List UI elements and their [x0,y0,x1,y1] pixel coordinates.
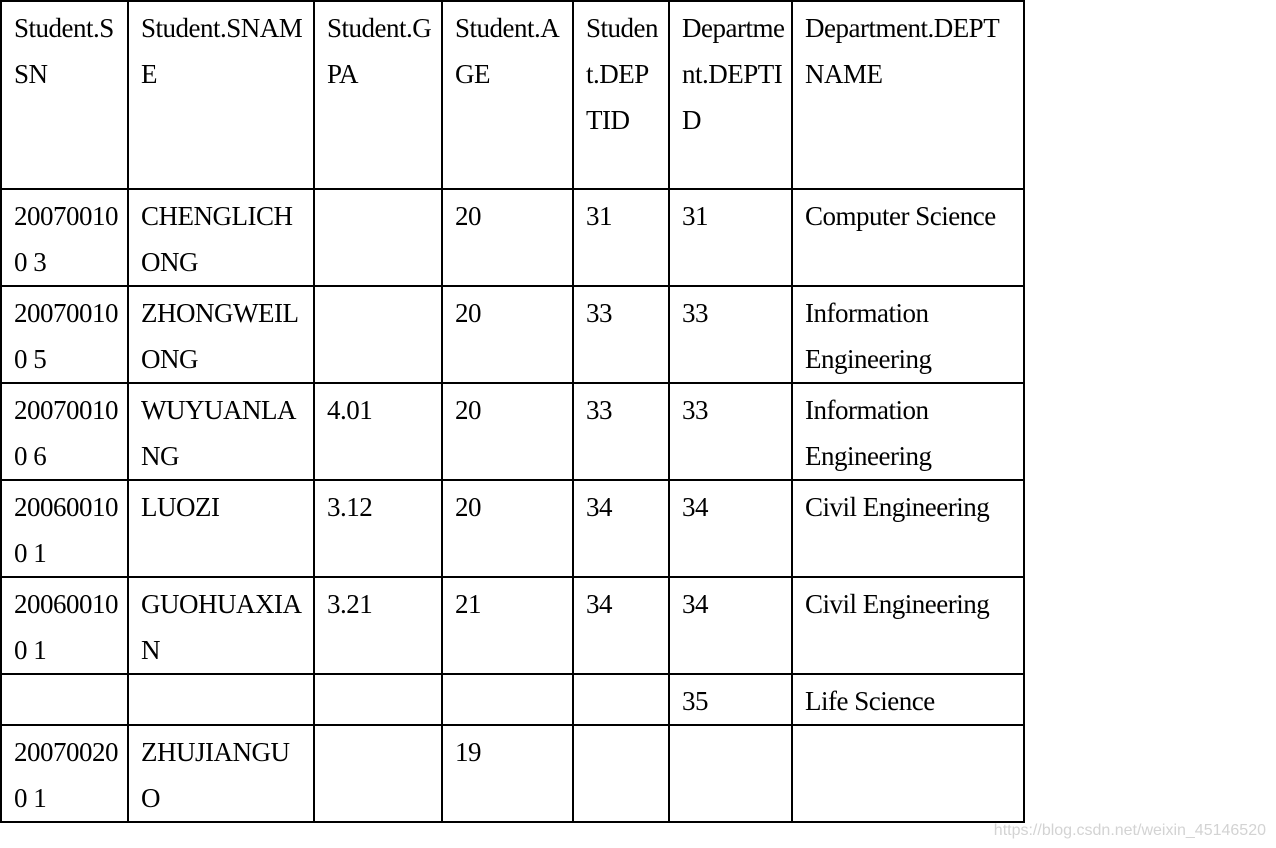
cell-ssn: 200700100 6 [1,383,128,480]
table-row [1,674,1024,725]
cell-student-deptid [573,674,669,725]
cell-ssn [1,674,128,725]
cell-age: 21 [442,577,573,674]
cell-age: 20 [442,189,573,286]
cell-sname: CHENGLICHONG [128,189,314,286]
header-student-deptid: Student.DEPTID [573,1,669,189]
table-row [1,577,1024,674]
cell-deptname [792,725,1024,822]
cell-department-deptid [669,725,792,822]
table-row [1,480,1024,577]
header-department-deptname: Department.DEPTNAME [792,1,1024,189]
cell-student-deptid: 33 [573,383,669,480]
cell-ssn: 200700200 1 [1,725,128,822]
cell-deptname: Civil Engineering [792,577,1024,674]
cell-ssn: 200600100 1 [1,480,128,577]
cell-gpa [314,286,442,383]
cell-department-deptid: 33 [669,286,792,383]
cell-student-deptid: 34 [573,577,669,674]
cell-age: 20 [442,383,573,480]
cell-sname: LUOZI [128,480,314,577]
table-row [1,286,1024,383]
cell-deptname: Information Engineering [792,286,1024,383]
cell-age: 19 [442,725,573,822]
table-row [1,383,1024,480]
header-student-sname: Student.SNAME [128,1,314,189]
cell-department-deptid: 34 [669,577,792,674]
cell-sname: ZHUJIANGUO [128,725,314,822]
cell-ssn: 200600100 1 [1,577,128,674]
cell-department-deptid: 33 [669,383,792,480]
cell-sname: WUYUANLANG [128,383,314,480]
cell-gpa: 3.12 [314,480,442,577]
watermark: https://blog.csdn.net/weixin_45146520 [993,822,1266,839]
cell-gpa: 4.01 [314,383,442,480]
cell-student-deptid: 31 [573,189,669,286]
cell-deptname: Computer Science [792,189,1024,286]
cell-department-deptid: 35 [669,674,792,725]
header-student-ssn: Student.SSN [1,1,128,189]
cell-deptname: Civil Engineering [792,480,1024,577]
cell-gpa: 3.21 [314,577,442,674]
cell-gpa [314,725,442,822]
header-student-gpa: Student.GPA [314,1,442,189]
cell-age [442,674,573,725]
header-department-deptid: Department.DEPTID [669,1,792,189]
cell-student-deptid: 34 [573,480,669,577]
cell-student-deptid [573,725,669,822]
cell-gpa [314,674,442,725]
cell-sname: ZHONGWEILONG [128,286,314,383]
cell-department-deptid: 31 [669,189,792,286]
cell-sname [128,674,314,725]
cell-ssn: 200700100 5 [1,286,128,383]
cell-age: 20 [442,286,573,383]
cell-ssn: 200700100 3 [1,189,128,286]
cell-age: 20 [442,480,573,577]
table-row [1,725,1024,822]
cell-deptname: Life Science [792,674,1024,725]
cell-sname: GUOHUAXIAN [128,577,314,674]
header-row [1,1,1024,189]
cell-student-deptid: 33 [573,286,669,383]
table-row [1,189,1024,286]
cell-deptname: Information Engineering [792,383,1024,480]
cell-gpa [314,189,442,286]
header-student-age: Student.AGE [442,1,573,189]
cell-department-deptid: 34 [669,480,792,577]
